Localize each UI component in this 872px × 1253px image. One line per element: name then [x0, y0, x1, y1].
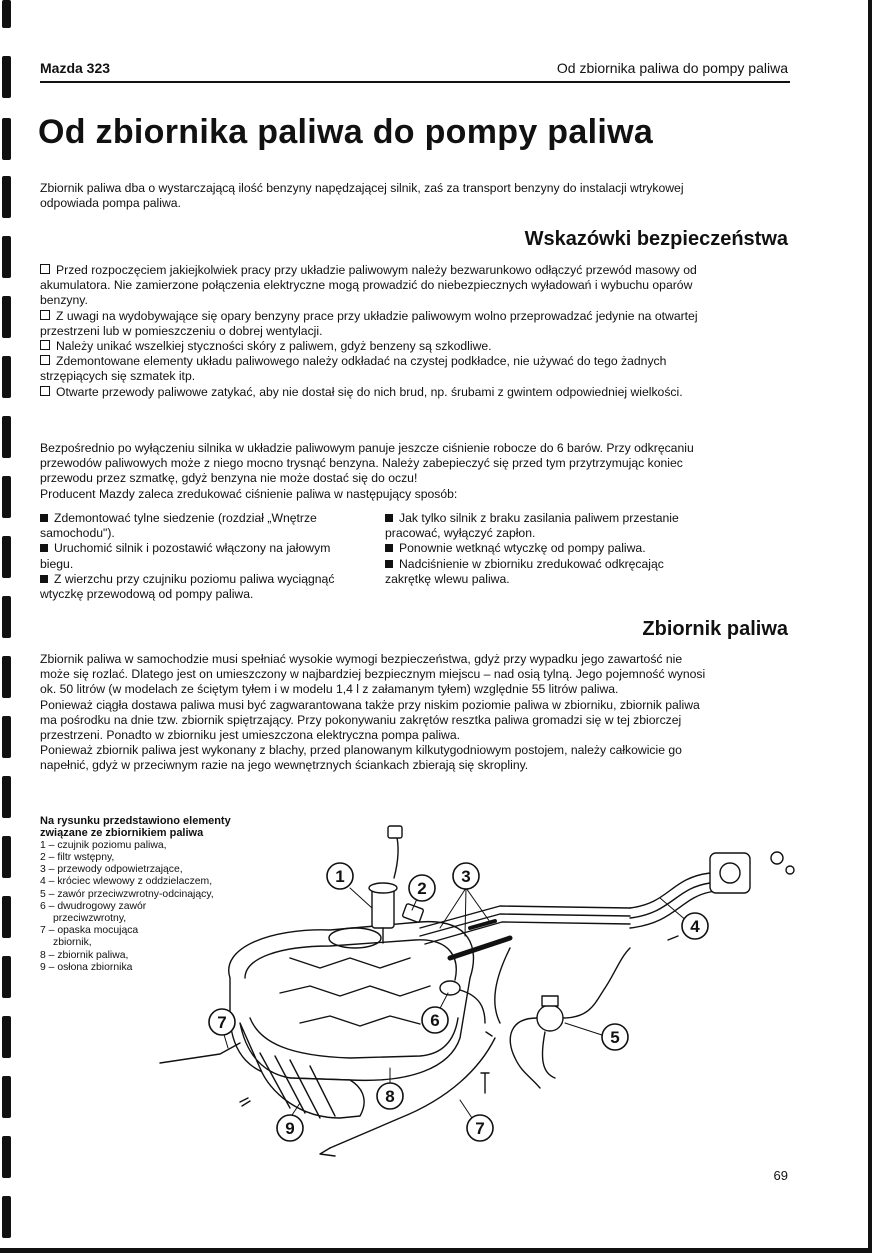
- step-item: Jak tylko silnik z braku zasilania paliwem przestanie pracować, wyłączyć zapłon.: [385, 511, 679, 541]
- safety-item: Należy unikać wszelkiej styczności skóry z paliwem, gdyż benzeny są szkodliwe.: [40, 339, 710, 354]
- legend-title: Na rysunku przedstawiono elementy związane ze zbiornikiem paliwa: [40, 815, 231, 840]
- step-item: Z wierzchu przy czujniku poziomu paliwa wyciągnąć wtyczkę przewodową od pompy paliwa.: [40, 571, 335, 602]
- legend-item: 5 – zawór przeciwzwrotny-odcinający,: [40, 888, 214, 900]
- step-item: Uruchomić silnik i pozostawić włączony na jałowym biegu.: [40, 541, 331, 571]
- fuel-tank-diagram: [150, 818, 810, 1170]
- filler-neck-drawing: [630, 852, 794, 928]
- checkbox-icon: [40, 386, 50, 396]
- checkbox-icon: [40, 310, 50, 320]
- bullet-square-icon: [385, 544, 393, 552]
- legend-item: 9 – osłona zbiornika: [40, 961, 133, 973]
- safety-item: Zdemontowane elementy układu paliwowego należy odkładać na czystej podkładce, nie używać do tego żadnych strzępiących się szmatek itp.: [40, 354, 667, 384]
- safety-list: [40, 263, 710, 400]
- running-header-left: Mazda 323: [40, 60, 111, 76]
- bullet-square-icon: [385, 560, 393, 568]
- step-item: Ponownie wetknąć wtyczkę od pompy paliwa.: [385, 541, 710, 556]
- legend-item: 4 – króciec wlewowy z oddzielaczem,: [40, 876, 213, 888]
- tank-paragraph: Ponieważ ciągła dostawa paliwa musi być zagwarantowana także przy niskim poziomie paliwa w zbiorniku, zbiornik paliwa ma pośrodku na dnie tzw. zbiornik spiętrzający. Przy pokonywaniu zakrętów resztka paliwa gromadzi się w tej zbiorczej przestrzeni. Ponadto w zbiorniku jest umieszczona elektryczna pompa paliwa.: [40, 697, 700, 743]
- callout-9: 9: [285, 1119, 295, 1138]
- bullet-square-icon: [40, 514, 48, 522]
- steps-left: [40, 511, 365, 602]
- callout-8: 8: [385, 1087, 395, 1106]
- bolt-icon: [240, 1098, 250, 1106]
- checkbox-icon: [40, 264, 50, 274]
- step-item: Nadciśnienie w zbiorniku zredukować odkręcając zakrętkę wlewu paliwa.: [385, 556, 664, 586]
- legend-item: 7 – opaska mocująca: [40, 925, 139, 937]
- checkbox-icon: [40, 340, 50, 350]
- tank-paragraph: Ponieważ zbiornik paliwa jest wykonany z blachy, przed planowanym kilkutygodniowym postojem, należy całkowicie go napełnić, gdyż w przeciwnym razie na jego wewnętrznych ściankach zbierają się skropliny.: [40, 743, 682, 773]
- bullet-square-icon: [40, 575, 48, 583]
- bullet-square-icon: [40, 544, 48, 552]
- tank-heading: Zbiornik paliwa: [642, 618, 788, 640]
- safety-item: Przed rozpoczęciem jakiejkolwiek pracy przy układzie paliwowym należy bezwarunkowo odłączyć przewód masowy od akumulatora. Nie zamierzone połączenia elektryczne mogą prowadzić do niebezpiecznych wyładowań i wybuchu oparów benzyny.: [40, 263, 697, 308]
- callout-6: 6: [430, 1011, 440, 1030]
- scan-edge-bottom: [0, 1248, 872, 1253]
- step-item: Zdemontować tylne siedzenie (rozdział „Wnętrze samochodu").: [40, 511, 317, 541]
- callout-2: 2: [417, 879, 427, 898]
- legend-item: zbiornik,: [53, 937, 92, 949]
- page-title: Od zbiornika paliwa do pompy paliwa: [38, 113, 654, 151]
- running-header-right: Od zbiornika paliwa do pompy paliwa: [556, 60, 788, 76]
- callout-4: 4: [690, 917, 700, 936]
- pressure-paragraph: Bezpośrednio po wyłączeniu silnika w układzie paliwowym panuje jeszcze ciśnienie robocze do 6 barów. Przy odkręcaniu przewodów paliwowych może z niego mocno trysnąć benzyna. Należy zabepieczyć się przed tym przytrzymując koniec przewodu przez szmatkę, gdyż benzyna nie może dostać się do oczu! Producent Mazdy zaleca zredukować ciśnienie paliwa w następujący sposób:: [40, 441, 694, 501]
- header-rule: [40, 81, 790, 83]
- legend-item: 8 – zbiornik paliwa,: [40, 949, 129, 961]
- legend-item: 6 – dwudrogowy zawór: [40, 900, 147, 912]
- bolt-icon: [481, 1073, 489, 1093]
- callout-1: 1: [335, 867, 345, 886]
- bullet-square-icon: [385, 514, 393, 522]
- tank-text: [40, 652, 710, 774]
- page-number: 69: [773, 1168, 788, 1183]
- two-way-valve-drawing: [440, 981, 460, 995]
- scan-edge-right: [868, 0, 872, 1253]
- bolt-icon: [668, 936, 678, 940]
- fuel-tank-drawing: [229, 922, 474, 1081]
- legend-item: 1 – czujnik poziomu paliwa,: [40, 839, 167, 851]
- checkbox-icon: [40, 355, 50, 365]
- binding-holes: [0, 0, 16, 1253]
- callout-3: 3: [461, 867, 471, 886]
- callout-5: 5: [610, 1028, 620, 1047]
- callout-7-right: 7: [475, 1119, 485, 1138]
- check-valve-drawing: [495, 948, 630, 1088]
- legend-item: przeciwzwrotny,: [53, 913, 127, 925]
- callout-7-left: 7: [217, 1013, 227, 1032]
- intro-paragraph: Zbiornik paliwa dba o wystarczającą ilość benzyny napędzającej silnik, zaś za transport benzyny do instalacji wtrykowej odpowiada pompa paliwa.: [40, 181, 684, 211]
- tank-paragraph: Zbiornik paliwa w samochodzie musi spełniać wysokie wymogi bezpieczeństwa, gdyż przy wypadku jego zawartość nie może się rozlać. Dlatego jest on umieszczony w najbardziej bezpiecznym miejscu – nad osią tylną. Jego pojemność wynosi ok. 50 litrów (w modelach ze ściętym tyłem i w modelu 1,4 l z załamanym tyłem) względnie 55 litrów paliwa.: [40, 652, 706, 697]
- strap-left: [160, 1043, 240, 1063]
- safety-heading: Wskazówki bezpieczeństwa: [524, 228, 788, 250]
- safety-item: Z uwagi na wydobywające się opary benzyny prace przy układzie paliwowym wolno przeprowadzać jedynie na otwartej przestrzeni lub w pomieszczeniu o dobrej wentylacji.: [40, 308, 698, 338]
- legend-item: 3 – przewody odpowietrzające,: [40, 864, 183, 876]
- safety-item: Otwarte przewody paliwowe zatykać, aby nie dostał się do nich brud, np. śrubami z gwintem odpowiedniej wielkości.: [40, 385, 710, 400]
- steps-right: [385, 511, 710, 587]
- legend-item: 2 – filtr wstępny,: [40, 852, 115, 864]
